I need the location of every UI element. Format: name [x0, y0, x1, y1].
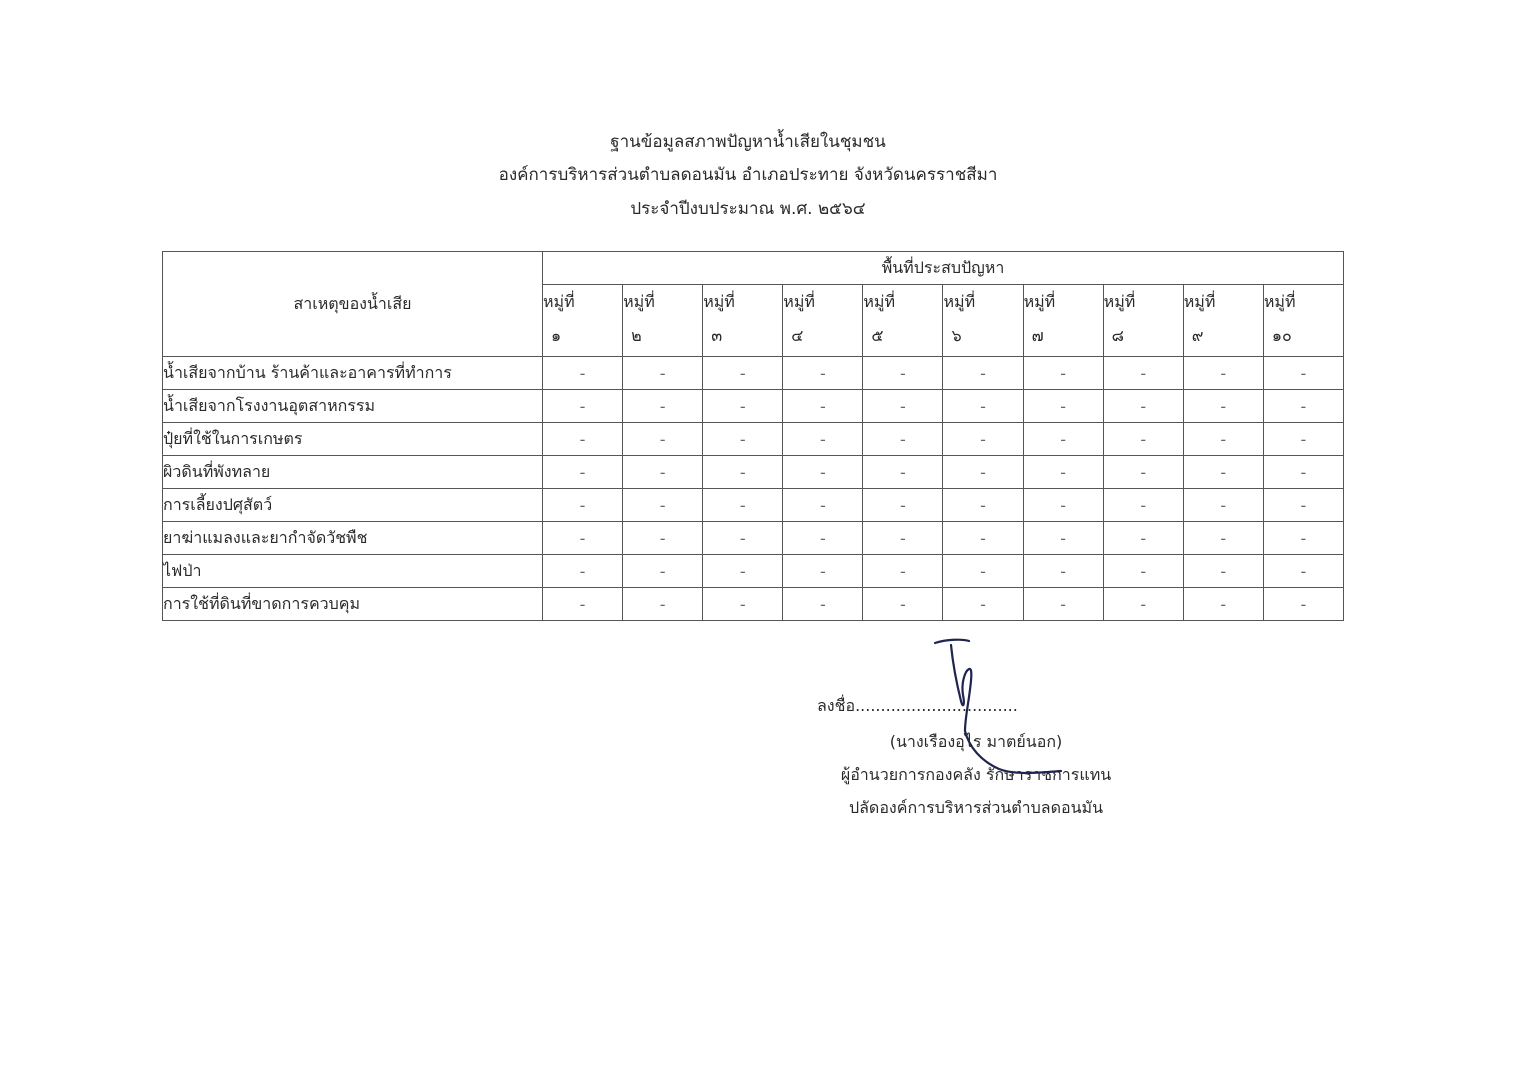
village-header: [703, 285, 783, 357]
value-cell: -: [1183, 588, 1263, 621]
village-header: [1263, 285, 1343, 357]
value-cell: -: [1023, 588, 1103, 621]
cause-column-header: สาเหตุของน้ำเสีย: [163, 252, 543, 357]
value-cell: -: [1103, 588, 1183, 621]
fiscal-year-line: ประจำปีงบประมาณ พ.ศ. ๒๕๖๔: [630, 199, 866, 219]
value-cell: -: [703, 456, 783, 489]
value-cell: -: [863, 357, 943, 390]
value-cell: -: [623, 357, 703, 390]
value-cell: -: [783, 423, 863, 456]
value-cell: -: [1263, 588, 1343, 621]
signature-line: ลงชื่อ................................: [817, 696, 1018, 715]
table-row: [163, 555, 1344, 588]
cause-cell: น้ำเสียจากโรงงานอุตสาหกรรม: [163, 390, 543, 423]
value-cell: -: [1103, 423, 1183, 456]
table-row: [163, 522, 1344, 555]
handwritten-signature: [925, 635, 1075, 785]
value-cell: -: [783, 588, 863, 621]
value-cell: -: [543, 522, 623, 555]
value-cell: -: [1263, 423, 1343, 456]
value-cell: -: [943, 489, 1023, 522]
village-number: ๑: [551, 326, 562, 345]
value-cell: -: [943, 423, 1023, 456]
value-cell: -: [1263, 357, 1343, 390]
village-label: หมู่ที่: [1103, 292, 1136, 311]
village-header: [863, 285, 943, 357]
village-header: [783, 285, 863, 357]
cause-cell: การใช้ที่ดินที่ขาดการควบคุม: [163, 588, 543, 621]
value-cell: -: [863, 456, 943, 489]
value-cell: -: [623, 423, 703, 456]
value-cell: -: [1263, 390, 1343, 423]
table-row: [163, 390, 1344, 423]
signature-stroke: [935, 640, 971, 731]
value-cell: -: [943, 522, 1023, 555]
value-cell: -: [783, 357, 863, 390]
value-cell: -: [543, 456, 623, 489]
value-cell: -: [863, 489, 943, 522]
value-cell: -: [1183, 555, 1263, 588]
value-cell: -: [1103, 357, 1183, 390]
cause-cell: ยาฆ่าแมลงและยากำจัดวัชพืช: [163, 522, 543, 555]
value-cell: -: [1023, 555, 1103, 588]
value-cell: -: [863, 522, 943, 555]
cause-cell: ไฟป่า: [163, 555, 543, 588]
value-cell: -: [943, 390, 1023, 423]
village-header: [1183, 285, 1263, 357]
village-label: หมู่ที่: [703, 292, 735, 311]
value-cell: -: [1263, 522, 1343, 555]
value-cell: -: [703, 357, 783, 390]
table-row: [163, 489, 1344, 522]
value-cell: -: [863, 588, 943, 621]
value-cell: -: [1183, 390, 1263, 423]
village-label: หมู่ที่: [543, 292, 575, 311]
village-number: ๔: [791, 326, 804, 345]
value-cell: -: [1103, 390, 1183, 423]
value-cell: -: [543, 423, 623, 456]
village-label: หมู่ที่: [783, 292, 815, 311]
value-cell: -: [1183, 522, 1263, 555]
cause-cell: น้ำเสียจากบ้าน ร้านค้าและอาคารที่ทำการ: [163, 357, 543, 390]
village-header: [1103, 285, 1183, 357]
document-title: ฐานข้อมูลสภาพปัญหาน้ำเสียในชุมชน: [610, 132, 886, 152]
value-cell: -: [1023, 423, 1103, 456]
village-number: ๘: [1111, 326, 1124, 345]
value-cell: -: [543, 555, 623, 588]
table-row: [163, 423, 1344, 456]
signature-stroke: [965, 731, 1061, 773]
value-cell: -: [1103, 456, 1183, 489]
value-cell: -: [783, 555, 863, 588]
table-row: [163, 456, 1344, 489]
value-cell: -: [703, 588, 783, 621]
value-cell: -: [623, 588, 703, 621]
value-cell: -: [1263, 489, 1343, 522]
value-cell: -: [623, 555, 703, 588]
village-label: หมู่ที่: [623, 292, 655, 311]
table-row: [163, 588, 1344, 621]
value-cell: -: [1023, 489, 1103, 522]
value-cell: -: [543, 489, 623, 522]
value-cell: -: [863, 423, 943, 456]
value-cell: -: [543, 390, 623, 423]
signer-position-2: ปลัดองค์การบริหารส่วนตำบลดอนมัน: [848, 798, 1104, 817]
village-number: ๑๐: [1271, 326, 1292, 345]
value-cell: -: [783, 489, 863, 522]
value-cell: -: [1183, 456, 1263, 489]
value-cell: -: [1103, 555, 1183, 588]
value-cell: -: [703, 555, 783, 588]
value-cell: -: [703, 522, 783, 555]
value-cell: -: [623, 390, 703, 423]
value-cell: -: [1023, 522, 1103, 555]
village-header: [1023, 285, 1103, 357]
village-label: หมู่ที่: [1023, 292, 1056, 311]
value-cell: -: [783, 522, 863, 555]
value-cell: -: [1023, 390, 1103, 423]
village-header: [623, 285, 703, 357]
affected-area-header: พื้นที่ประสบปัญหา: [543, 252, 1344, 285]
value-cell: -: [943, 555, 1023, 588]
wastewater-table: [162, 251, 1344, 621]
value-cell: -: [543, 357, 623, 390]
village-label: หมู่ที่: [1183, 292, 1216, 311]
value-cell: -: [1183, 357, 1263, 390]
value-cell: -: [943, 357, 1023, 390]
cause-cell: ปุ๋ยที่ใช้ในการเกษตร: [163, 423, 543, 456]
table-row: [163, 357, 1344, 390]
value-cell: -: [623, 522, 703, 555]
value-cell: -: [1103, 489, 1183, 522]
cause-cell: ผิวดินที่พังทลาย: [163, 456, 543, 489]
value-cell: -: [543, 588, 623, 621]
value-cell: -: [1183, 423, 1263, 456]
value-cell: -: [863, 555, 943, 588]
organization-line: องค์การบริหารส่วนตำบลดอนมัน อำเภอประทาย จังหวัดนครราชสีมา: [498, 165, 998, 185]
value-cell: -: [1263, 456, 1343, 489]
village-number: ๓: [711, 326, 723, 345]
table-body: [163, 357, 1344, 621]
village-label: หมู่ที่: [863, 292, 896, 311]
village-header: [543, 285, 623, 357]
cause-cell: การเลี้ยงปศุสัตว์: [163, 489, 543, 522]
value-cell: -: [1263, 555, 1343, 588]
value-cell: -: [623, 456, 703, 489]
value-cell: -: [703, 489, 783, 522]
value-cell: -: [703, 423, 783, 456]
value-cell: -: [1023, 357, 1103, 390]
village-label: หมู่ที่: [1263, 292, 1296, 311]
value-cell: -: [943, 588, 1023, 621]
village-label: หมู่ที่: [943, 292, 976, 311]
value-cell: -: [1103, 522, 1183, 555]
value-cell: -: [783, 390, 863, 423]
value-cell: -: [1023, 456, 1103, 489]
village-number: ๖: [951, 326, 962, 345]
value-cell: -: [943, 456, 1023, 489]
village-number: ๕: [871, 326, 884, 345]
value-cell: -: [783, 456, 863, 489]
village-header: [943, 285, 1023, 357]
signer-name: (นางเรืองอุไร มาตย์นอก): [889, 732, 1063, 751]
value-cell: -: [863, 390, 943, 423]
village-number: ๗: [1031, 326, 1044, 345]
value-cell: -: [623, 489, 703, 522]
village-number: ๒: [631, 326, 642, 345]
village-number: ๙: [1191, 326, 1204, 345]
value-cell: -: [703, 390, 783, 423]
value-cell: -: [1183, 489, 1263, 522]
signer-position-1: ผู้อำนวยการกองคลัง รักษาราชการแทน: [840, 765, 1112, 784]
